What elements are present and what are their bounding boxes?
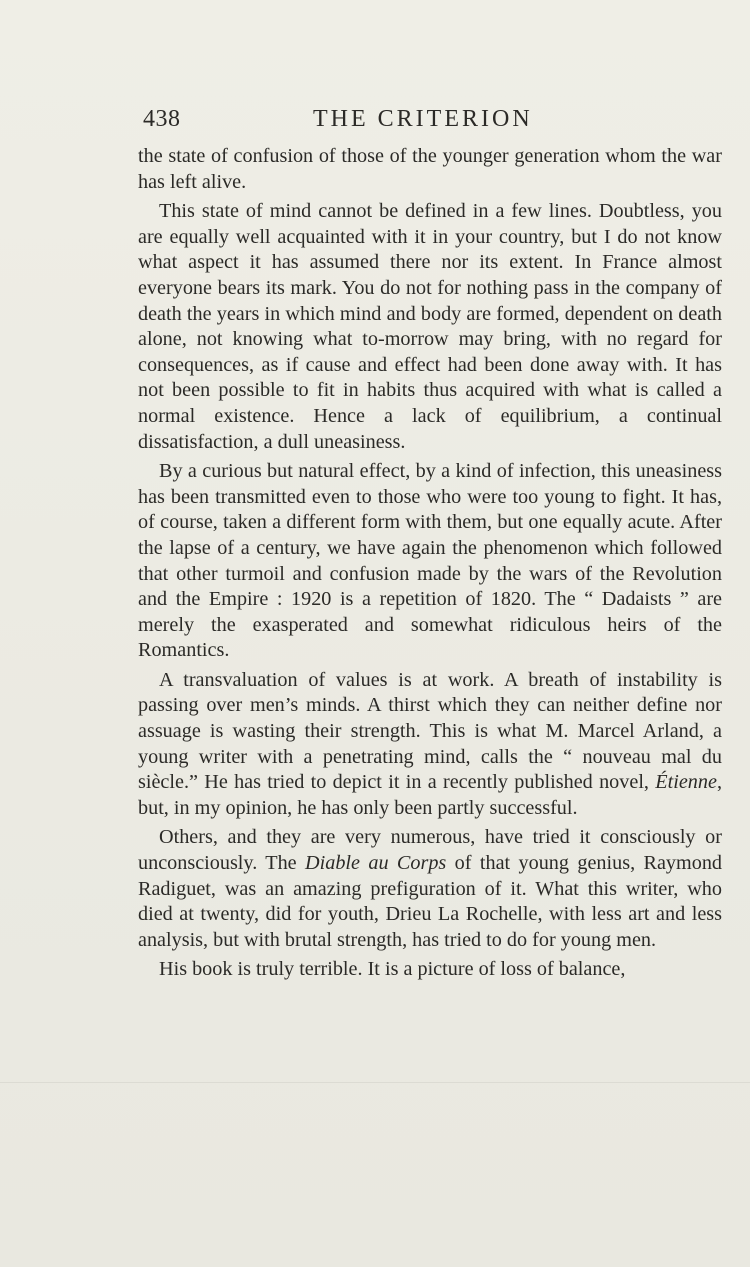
paragraph-text: A transvaluation of values is at work. A breath of instability is passing over men’s minds. A thirst which they can neither define nor assuage is wasting their strength. This is what M. Marcel Arland, a young writer with a penetrating mind, calls the “ nouveau mal du siècle.” He has tried to depict it in a recently published novel, — [138, 668, 722, 794]
paragraph — [138, 459, 722, 664]
paragraph — [138, 144, 722, 195]
paragraph-text: the state of confusion of those of the younger generation whom the war has left alive. — [138, 145, 722, 193]
paragraph — [138, 957, 722, 983]
paragraph-text: , but, in my opinion, he has only been partly successful. — [138, 771, 722, 819]
running-header — [143, 104, 723, 138]
page-number: 438 — [143, 106, 181, 132]
paragraph — [138, 668, 722, 822]
page-fold-shadow — [0, 1082, 750, 1083]
paragraph-text: of that young genius, Raymond Radiguet, was an amazing prefiguration of it. What this writer, who died at twenty, did for youth, Drieu La Rochelle, with less art and less analysis, but with brutal strength, has tried to do for young men. — [138, 852, 723, 951]
body-text — [138, 144, 722, 983]
paragraph-text: His book is truly terrible. It is a picture of loss of balance, — [159, 958, 626, 981]
running-title: THE CRITERION — [313, 106, 533, 132]
paragraph-text: By a curious but natural effect, by a kind of infection, this uneasiness has been transmitted even to those who were too young to fight. It has, of course, taken a different form with them, but one equally acute. After the lapse of a century, we have again the phenomenon which followed that other turmoil and confusion made by the wars of the Revolution and the Empire : 1920 is a repetition of 1820. The “ Dadaists ” are merely the exasperated and somewhat ridiculous heirs of the Romantics. — [138, 460, 722, 662]
paragraph — [138, 199, 722, 455]
paragraph-text: This state of mind cannot be defined in a few lines. Doubtless, you are equally well acquainted with it in your country, but I do not know what aspect it has assumed there nor its extent. In France almost everyone bears its mark. You do not for nothing pass in the company of death the years in which mind and body are formed, dependent on death alone, not knowing what to-morrow may bring, with no regard for consequences, as if cause and effect had been done away with. It has not been possible to fit in habits thus acquired with what is called a normal existence. Hence a lack of equilibrium, a continual dissatisfaction, a dull uneasiness. — [138, 200, 722, 453]
italic-title-etienne: Étienne — [655, 771, 717, 794]
paragraph — [138, 825, 722, 953]
paragraph-text: Others, and they are very numerous, have tried it consciously or unconsciously. The — [138, 826, 722, 875]
italic-title-diable-au-corps: Diable au Corps — [305, 852, 447, 875]
